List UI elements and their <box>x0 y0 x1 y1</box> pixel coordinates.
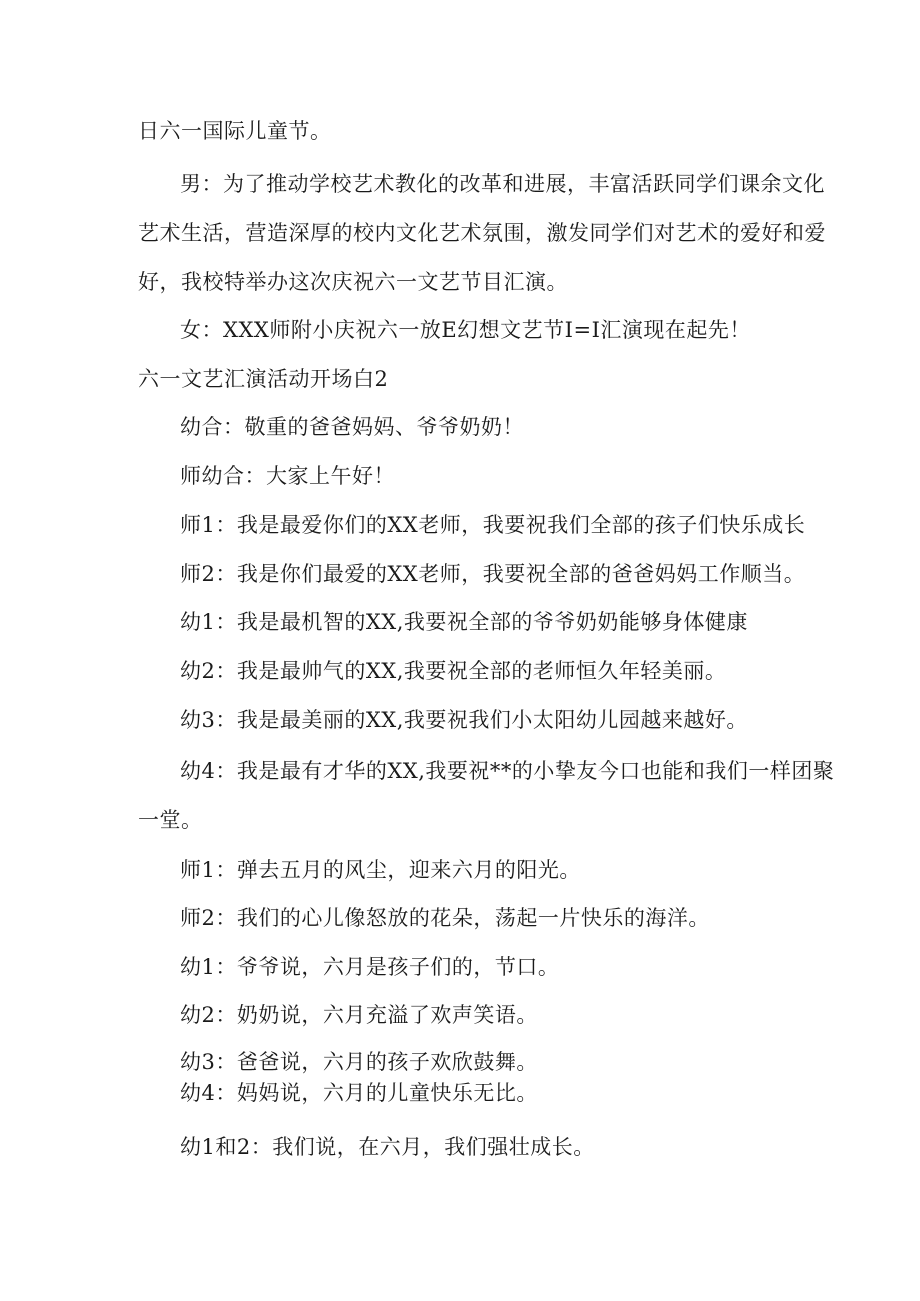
text-line: 一堂。 <box>138 808 203 832</box>
text-line: 女：XXX师附小庆祝六一放E幻想文艺节I=I汇演现在起先！ <box>180 318 751 342</box>
text-line: 幼4：妈妈说，六月的儿童快乐无比。 <box>180 1081 538 1105</box>
text-line: 日六一国际儿童节。 <box>138 119 332 143</box>
text-line: 师2：我们的心儿像怒放的花朵，荡起一片快乐的海洋。 <box>180 906 710 930</box>
text-line: 幼2：我是最帅气的XX,我要祝全部的老师恒久年轻美丽。 <box>180 659 727 683</box>
text-line: 师2：我是你们最爱的XX老师，我要祝全部的爸爸妈妈工作顺当。 <box>180 562 806 586</box>
section-heading: 六一文艺汇演活动开场白2 <box>138 367 389 391</box>
text-line: 幼3：爸爸说，六月的孩子欢欣鼓舞。 <box>180 1050 538 1074</box>
text-line: 幼1：爷爷说，六月是孩子们的，节口。 <box>180 955 560 979</box>
text-line: 幼合：敬重的爸爸妈妈、爷爷奶奶！ <box>180 415 524 439</box>
text-line: 幼4：我是最有才华的XX,我要祝**的小挚友今口也能和我们一样团聚 <box>180 759 835 783</box>
text-line: 师1：弹去五月的风尘，迎来六月的阳光。 <box>180 858 581 882</box>
text-line: 男：为了推动学校艺术教化的改革和进展，丰富活跃同学们课余文化 <box>180 172 825 196</box>
text-line: 幼1和2：我们说，在六月，我们强壮成长。 <box>180 1135 595 1159</box>
text-line: 师1：我是最爱你们的XX老师，我要祝我们全部的孩子们快乐成长 <box>180 513 806 537</box>
text-line: 幼3：我是最美丽的XX,我要祝我们小太阳幼儿园越来越好。 <box>180 708 748 732</box>
text-line: 幼1：我是最机智的XX,我要祝全部的爷爷奶奶能够身体健康 <box>180 610 748 634</box>
text-line: 幼2：奶奶说，六月充溢了欢声笑语。 <box>180 1003 538 1027</box>
text-line: 师幼合：大家上午好！ <box>180 464 395 488</box>
text-line: 艺术生活，营造深厚的校内文化艺术氛围，激发同学们对艺术的爱好和爱 <box>138 221 826 245</box>
text-line: 好，我校特举办这次庆祝六一文艺节目汇演。 <box>138 270 568 294</box>
